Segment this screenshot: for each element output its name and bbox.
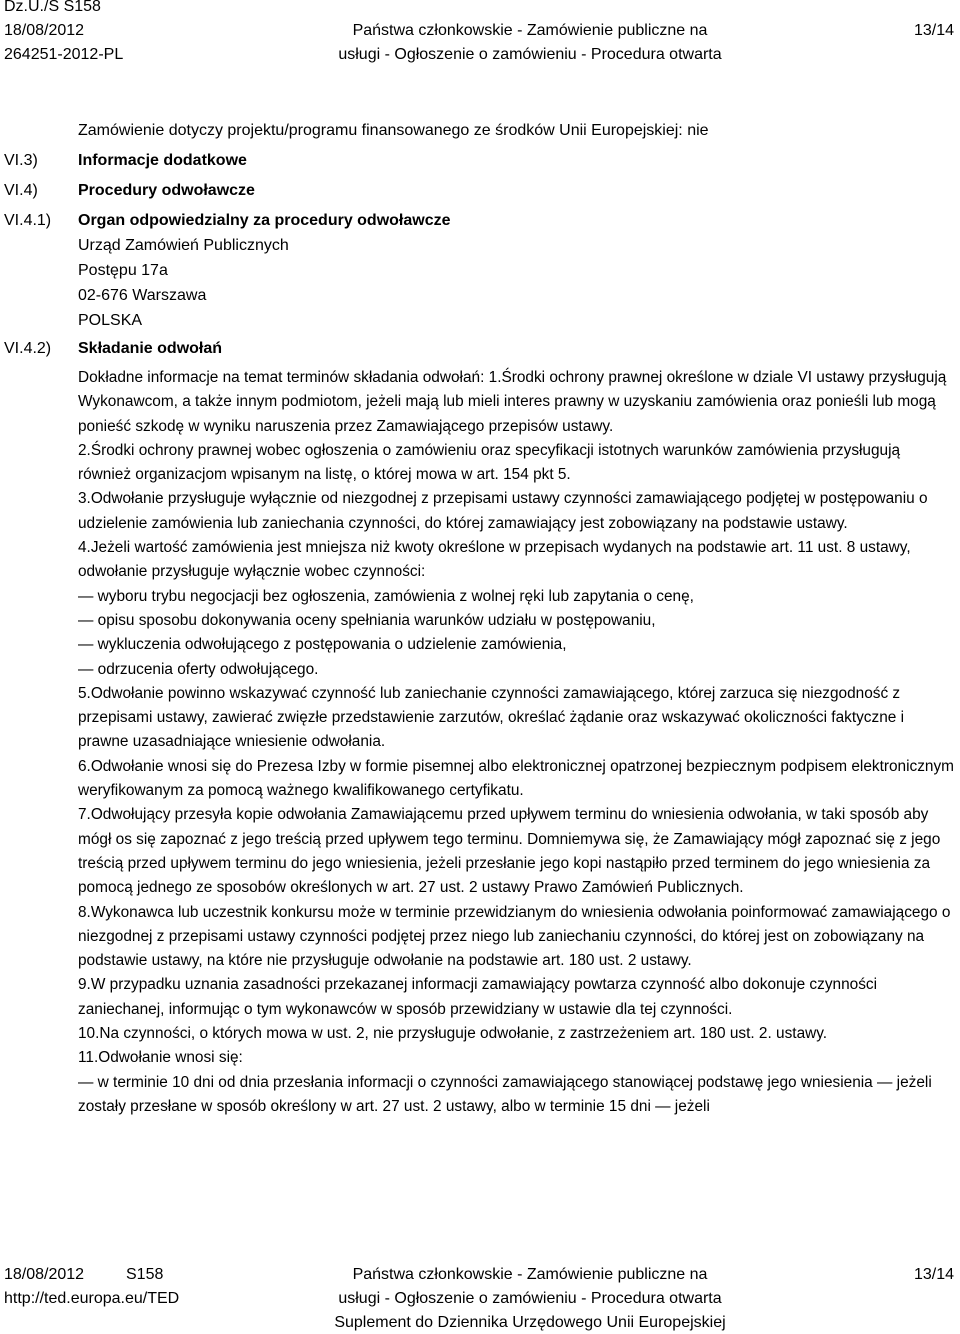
additional-info-heading: Informacje dodatkowe (78, 152, 247, 169)
eu-funds-line: Zamówienie dotyczy projektu/programu finansowanego ze środków Unii Europejskiej: nie (78, 122, 709, 139)
paragraph: 11.Odwołanie wnosi się: (78, 1049, 243, 1067)
section-number: VI.3) (4, 152, 38, 169)
paragraph: 3.Odwołanie przysługuje wyłącznie od niezgodnej z przepisami ustawy czynności zamawiającego podjętej w postępowaniu o udzielenie zamówienia lub zaniechania czynności, do której zamawiający jest zobowiązany na podstawie ustawy. (78, 490, 928, 532)
section-number: VI.4) (4, 182, 38, 199)
footer-date: 18/08/2012 (4, 1266, 85, 1283)
paragraph: 10.Na czynności, o których mowa w ust. 2, nie przysługuje odwołanie, z zastrzeżeniem art. 180 ust. 2. ustawy. (78, 1025, 828, 1043)
paragraph: 9.W przypadku uznania zasadności przekazanej informacji zamawiający powtarza czynność albo dokonuje czynności zaniechanej, informując o tym wykonawców w sposób przewidziany w ustawie dla tej czynności. (78, 976, 878, 1018)
header-title-line1: Państwa członkowskie - Zamówienie publiczne na (352, 22, 708, 39)
section-number: VI.4.1) (4, 212, 52, 229)
footer-title-line2: usługi - Ogłoszenie o zamówieniu - Procedura otwarta (338, 1290, 722, 1307)
list-item: — wykluczenia odwołującego z postępowania o udzielenie zamówienia, (78, 636, 567, 654)
header-journal: Dz.U./S S158 (4, 0, 101, 15)
footer-page: 13/14 (913, 1266, 954, 1283)
list-item: — wyboru trybu negocjacji bez ogłoszenia, zamówienia z wolnej ręki lub zapytania o cenę, (78, 587, 694, 605)
footer-series: S158 (126, 1266, 164, 1283)
footer-supplement: Suplement do Dziennika Urzędowego Unii Europejskiej (334, 1314, 726, 1331)
appeal-body-country: POLSKA (78, 312, 143, 329)
paragraph: 4.Jeżeli wartość zamówienia jest mniejsza niż kwoty określone w przepisach wydanych na podstawie art. 11 ust. 8 ustawy, odwołanie przysługuje wyłącznie wobec czynności: (78, 539, 911, 581)
footer-title-line1: Państwa członkowskie - Zamówienie publiczne na (352, 1266, 708, 1283)
appeal-procedures-heading: Procedury odwoławcze (78, 182, 255, 199)
list-item: — odrzucenia oferty odwołującego. (78, 660, 319, 678)
list-item: — w terminie 10 dni od dnia przesłania informacji o czynności zamawiającego stanowiącej podstawę jego wniesienia — jeżeli zostały przesłane w sposób określony w art. 27 ust. 2 ustawy, albo w terminie 15 dni — jeżeli (78, 1073, 932, 1115)
header-ref: 264251-2012-PL (4, 46, 124, 63)
appeal-body-street: Postępu 17a (78, 262, 168, 279)
paragraph: 6.Odwołanie wnosi się do Prezesa Izby w formie pisemnej albo elektronicznej opatrzonej bezpiecznym podpisem elektronicznym weryfikowanym za pomocą ważnego kwalifikowanego certyfikatu. (78, 757, 954, 800)
appeal-body-name: Urząd Zamówień Publicznych (78, 237, 289, 254)
header-date: 18/08/2012 (4, 22, 85, 39)
header-page: 13/14 (913, 22, 954, 39)
list-item: — opisu sposobu dokonywania oceny spełniania warunków udziału w postępowaniu, (78, 611, 656, 629)
paragraph: 5.Odwołanie powinno wskazywać czynność lub zaniechanie czynności zamawiającego, której zarzuca się niezgodność z przepisami ustawy, zawierać zwięzłe przedstawienie zarzutów, określać żądanie oraz wskazywać okoliczności faktyczne i prawne uzasadniające wniesienie odwołania. (78, 684, 905, 751)
appeal-details (78, 366, 956, 1119)
footer-url: http://ted.europa.eu/TED (4, 1290, 180, 1307)
paragraph: 8.Wykonawca lub uczestnik konkursu może w terminie przewidzianym do wniesienia odwołania poinformować zamawiającego o niezgodnej z przepisami ustawy czynności podjętej przez niego lub zaniechaniu czynności, do której jest on zobowiązany na podstawie ustawy, na które nie przysługuje odwołanie na podstawie art. 180 ust. 2 ustawy. (78, 903, 951, 970)
appeal-body-heading: Organ odpowiedzialny za procedury odwoławcze (78, 212, 451, 229)
paragraph: 2.Środki ochrony prawnej wobec ogłoszenia o zamówieniu oraz specyfikacji istotnych warunków zamówienia przysługują również organizacjom wpisanym na listę, o której mowa w art. 154 pkt 5. (78, 441, 901, 484)
paragraph: Dokładne informacje na temat terminów składania odwołań: 1.Środki ochrony prawnej określone w dziale VI ustawy przysługują Wykonawcom, a także innym podmiotom, jeżeli mają lub mieli interes prawny w uzyskaniu zamówienia oraz ponieśli lub mogą ponieść szkodę w wyniku naruszenia przez Zamawiającego przepisów ustawy. (78, 369, 947, 435)
lodging-heading: Składanie odwołań (78, 340, 223, 357)
section-number: VI.4.2) (4, 340, 52, 357)
appeal-body-city: 02-676 Warszawa (78, 287, 207, 304)
paragraph: 7.Odwołujący przesyła kopie odwołania Zamawiającemu przed upływem terminu do wniesienia odwołania, w taki sposób aby mógł os się zapoznać z jego treścią przed upływem tego terminu. Domniemywa się, że Zamawiający mógł zapoznać się z jego treścią przed upływem terminu do jego wniesienia, jeżeli przesłanie jego kopi nastąpiło przed terminem do jego wniesienia za pomocą jednego ze sposobów określonych w art. 27 ust. 2 ustawy Prawo Zamówień Publicznych. (78, 806, 941, 897)
header-title-line2: usługi - Ogłoszenie o zamówieniu - Procedura otwarta (338, 46, 722, 63)
